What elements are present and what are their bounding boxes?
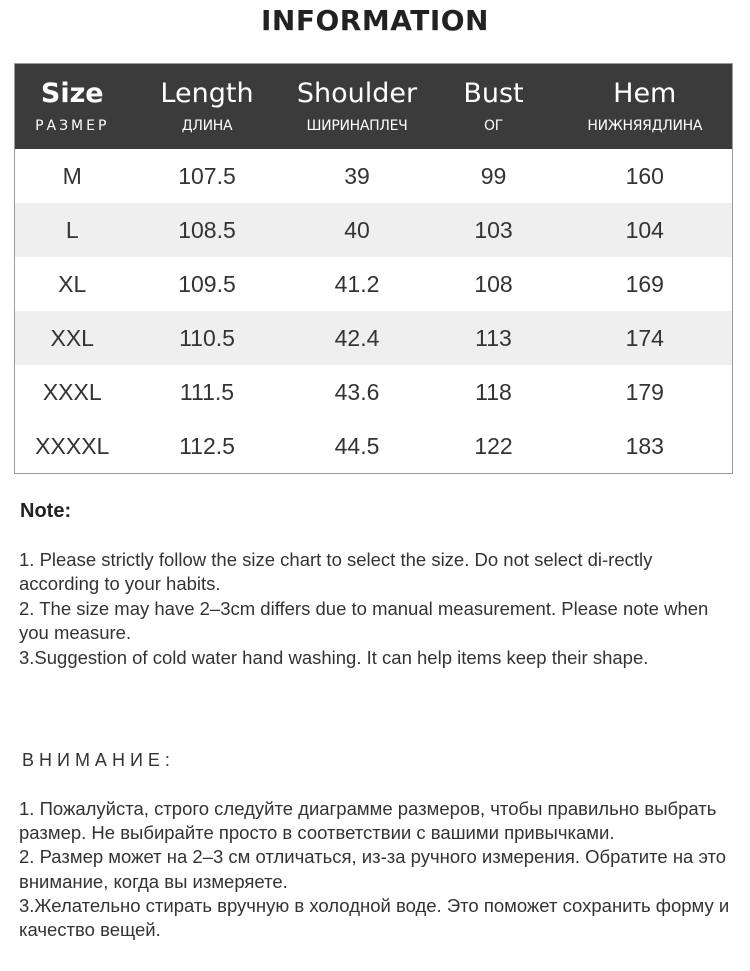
cell-size: XXXL	[42, 378, 102, 405]
header-bust	[430, 64, 558, 150]
cell-size: L	[15, 203, 130, 257]
header-hem-ru: НИЖНЯЯДЛИНА	[587, 117, 703, 134]
note-ru-heading: ВНИМАНИЕ:	[22, 750, 175, 770]
cell-hem: 183	[625, 432, 664, 459]
size-chart-table	[14, 63, 733, 474]
cell-bust: 99	[480, 162, 507, 189]
table-row	[15, 257, 733, 311]
note-ru-item: 3.Желательно стирать вручную в холодной воде. Это поможет сохранить форму и качество вещей.	[19, 894, 730, 941]
cell-size: XL	[58, 270, 87, 297]
header-hem-en: Hem	[613, 77, 677, 109]
cell-hem: 169	[625, 270, 664, 297]
header-length	[130, 64, 285, 150]
note-ru-item: 1. Пожалуйста, строго следуйте диаграмме размеров, чтобы правильно выбрать размер. Не выбирайте просто в соответствии с вашими привычками.	[19, 798, 717, 844]
cell-bust: 122	[474, 432, 513, 459]
cell-size: XXL	[15, 311, 130, 365]
header-hem	[558, 64, 733, 150]
cell-length: 107.5	[178, 162, 236, 189]
cell-shoulder: 41.2	[334, 270, 380, 297]
cell-bust: 108	[474, 270, 513, 297]
header-length-ru: ДЛИНА	[181, 117, 233, 134]
note-list	[19, 548, 719, 670]
header-shoulder	[285, 64, 430, 150]
header-bust-ru: ОГ	[484, 117, 503, 134]
cell-bust: 103	[430, 203, 558, 257]
header-size-en: Size	[40, 77, 104, 109]
cell-size: M	[62, 162, 82, 189]
cell-hem: 174	[558, 311, 733, 365]
header-length-en: Length	[160, 77, 254, 109]
note-heading: Note:	[20, 500, 72, 522]
note-item: 1. Please strictly follow the size chart to select the size. Do not select di-rectly according to your habits.	[19, 549, 653, 595]
cell-shoulder: 40	[285, 203, 430, 257]
cell-bust: 113	[430, 311, 558, 365]
table-header-row	[15, 64, 733, 150]
cell-shoulder: 43.6	[334, 378, 380, 405]
note-item: 3.Suggestion of cold water hand washing. It can help items keep their shape.	[19, 646, 649, 668]
cell-length: 109.5	[178, 270, 236, 297]
note-item: 2. The size may have 2–3cm differs due to manual measurement. Please note when you measure.	[19, 597, 709, 644]
cell-shoulder: 42.4	[285, 311, 430, 365]
cell-hem: 160	[625, 162, 664, 189]
cell-length: 108.5	[130, 203, 285, 257]
cell-shoulder: 39	[344, 162, 370, 189]
table-row	[15, 365, 733, 419]
header-size	[15, 64, 130, 150]
note-ru-list	[19, 797, 734, 942]
header-shoulder-ru: ШИРИНАПЛЕЧ	[306, 117, 408, 134]
table-row	[15, 149, 733, 203]
page-title: INFORMATION	[261, 4, 489, 37]
cell-hem: 179	[625, 378, 664, 405]
cell-length: 111.5	[179, 378, 235, 405]
header-bust-en: Bust	[463, 77, 524, 109]
header-shoulder-en: Shoulder	[296, 77, 418, 109]
cell-hem: 104	[558, 203, 733, 257]
header-size-ru: РАЗМЕР	[35, 117, 110, 134]
table-row	[15, 203, 733, 257]
table-row	[15, 419, 733, 474]
cell-size: XXXXL	[35, 432, 110, 459]
table-row	[15, 311, 733, 365]
cell-length: 110.5	[130, 311, 285, 365]
cell-bust: 118	[475, 378, 512, 405]
note-ru-item: 2. Размер может на 2–3 см отличаться, из-за ручного измерения. Обратите на это внимание, когда вы измеряете.	[19, 846, 727, 892]
cell-length: 112.5	[179, 432, 235, 459]
cell-shoulder: 44.5	[334, 432, 380, 459]
